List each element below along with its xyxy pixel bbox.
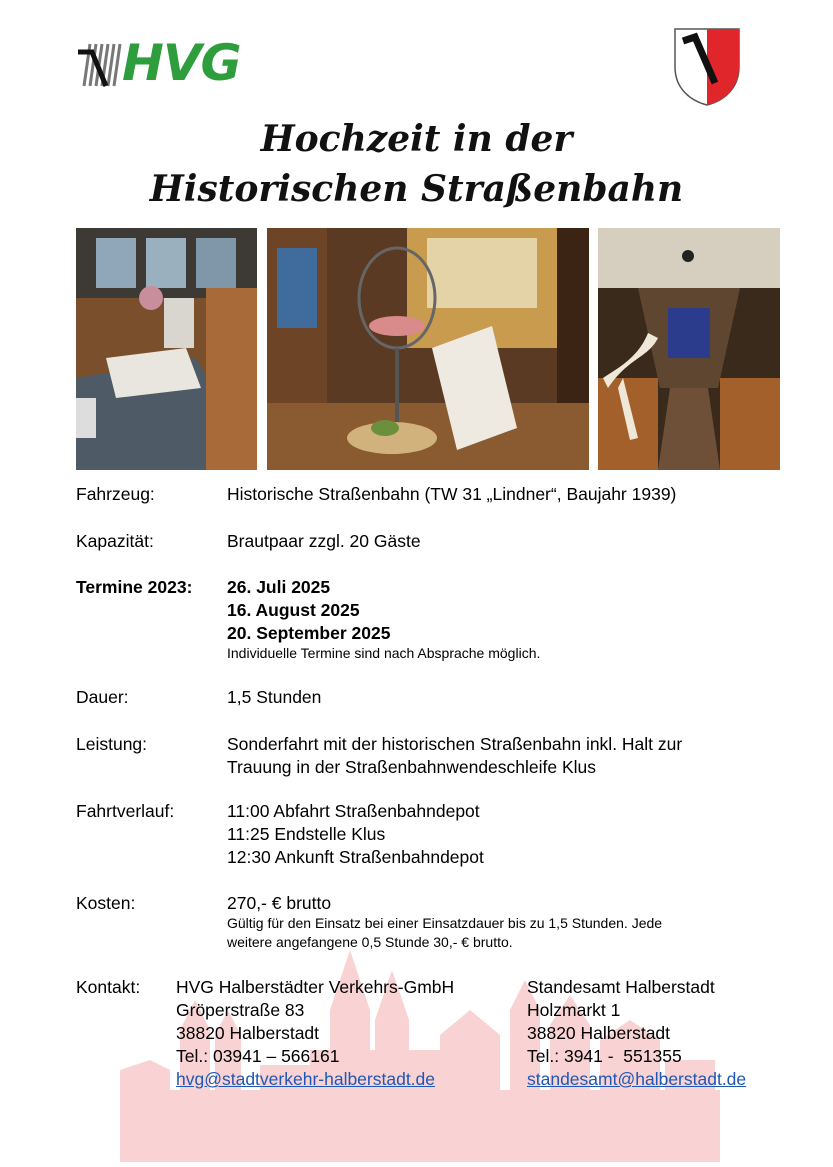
termine-date-1: 26. Juli 2025 xyxy=(227,577,331,597)
contact-left-street: Gröperstraße 83 xyxy=(176,1000,305,1020)
fahrtverlauf-stop-2: 11:25 Endstelle Klus xyxy=(227,824,386,844)
termine-note: Individuelle Termine sind nach Absprache möglich. xyxy=(227,645,541,661)
tram-interior-bows-photo xyxy=(598,228,780,470)
leistung-line-1: Sonderfahrt mit der historischen Straßenbahn inkl. Halt zur xyxy=(227,734,683,754)
fahrtverlauf-stop-3: 12:30 Ankunft Straßenbahndepot xyxy=(227,847,484,867)
termine-date-2: 16. August 2025 xyxy=(227,600,360,620)
hvg-logo xyxy=(76,34,266,94)
fahrzeug-value: Historische Straßenbahn (TW 31 „Lindner“, Baujahr 1939) xyxy=(227,484,677,504)
contact-right-city: 38820 Halberstadt xyxy=(527,1023,671,1043)
kosten-note-line-1: Gültig für den Einsatz bei einer Einsatzdauer bis zu 1,5 Stunden. Jede xyxy=(227,915,663,931)
kosten-label: Kosten: xyxy=(76,893,136,913)
dauer-label: Dauer: xyxy=(76,687,129,707)
kapazitaet-value: Brautpaar zzgl. 20 Gäste xyxy=(227,531,421,551)
termine-date-3: 20. September 2025 xyxy=(227,623,391,643)
tram-interior-wedding-table-photo xyxy=(76,228,257,470)
page-title-line1: Hochzeit in der xyxy=(260,118,573,160)
fahrtverlauf-label: Fahrtverlauf: xyxy=(76,801,175,821)
contact-right-street: Holzmarkt 1 xyxy=(527,1000,621,1020)
contact-left-city: 38820 Halberstadt xyxy=(176,1023,320,1043)
contact-left-phone: Tel.: 03941 – 566161 xyxy=(176,1046,340,1066)
tram-birdcage-guestbook-photo xyxy=(267,228,589,470)
dauer-value: 1,5 Stunden xyxy=(227,687,322,707)
contact-right-name: Standesamt Halberstadt xyxy=(527,977,715,997)
hvg-speed-lines-icon xyxy=(76,42,126,88)
contact-left-email-link[interactable]: hvg@stadtverkehr-halberstadt.de xyxy=(176,1069,436,1089)
leistung-label: Leistung: xyxy=(76,734,148,754)
kapazitaet-label: Kapazität: xyxy=(76,531,154,551)
page-title-line2: Historischen Straßenbahn xyxy=(149,168,684,210)
fahrzeug-label: Fahrzeug: xyxy=(76,484,155,504)
kontakt-label: Kontakt: xyxy=(76,977,141,997)
kosten-note-line-2: weitere angefangene 0,5 Stunde 30,- € brutto. xyxy=(227,934,513,950)
contact-right-phone: Tel.: 3941 - 551355 xyxy=(527,1046,682,1066)
kosten-value: 270,- € brutto xyxy=(227,893,332,913)
hvg-logo-text: HVG xyxy=(122,34,241,92)
termine-label: Termine 2023: xyxy=(76,577,193,597)
fahrtverlauf-stop-1: 11:00 Abfahrt Straßenbahndepot xyxy=(227,801,480,821)
contact-left-name: HVG Halberstädter Verkehrs-GmbH xyxy=(176,977,455,997)
halberstadt-coat-of-arms-icon xyxy=(673,27,741,107)
contact-right-email-link[interactable]: standesamt@halberstadt.de xyxy=(527,1069,747,1089)
leistung-line-2: Trauung in der Straßenbahnwendeschleife Klus xyxy=(227,757,597,777)
